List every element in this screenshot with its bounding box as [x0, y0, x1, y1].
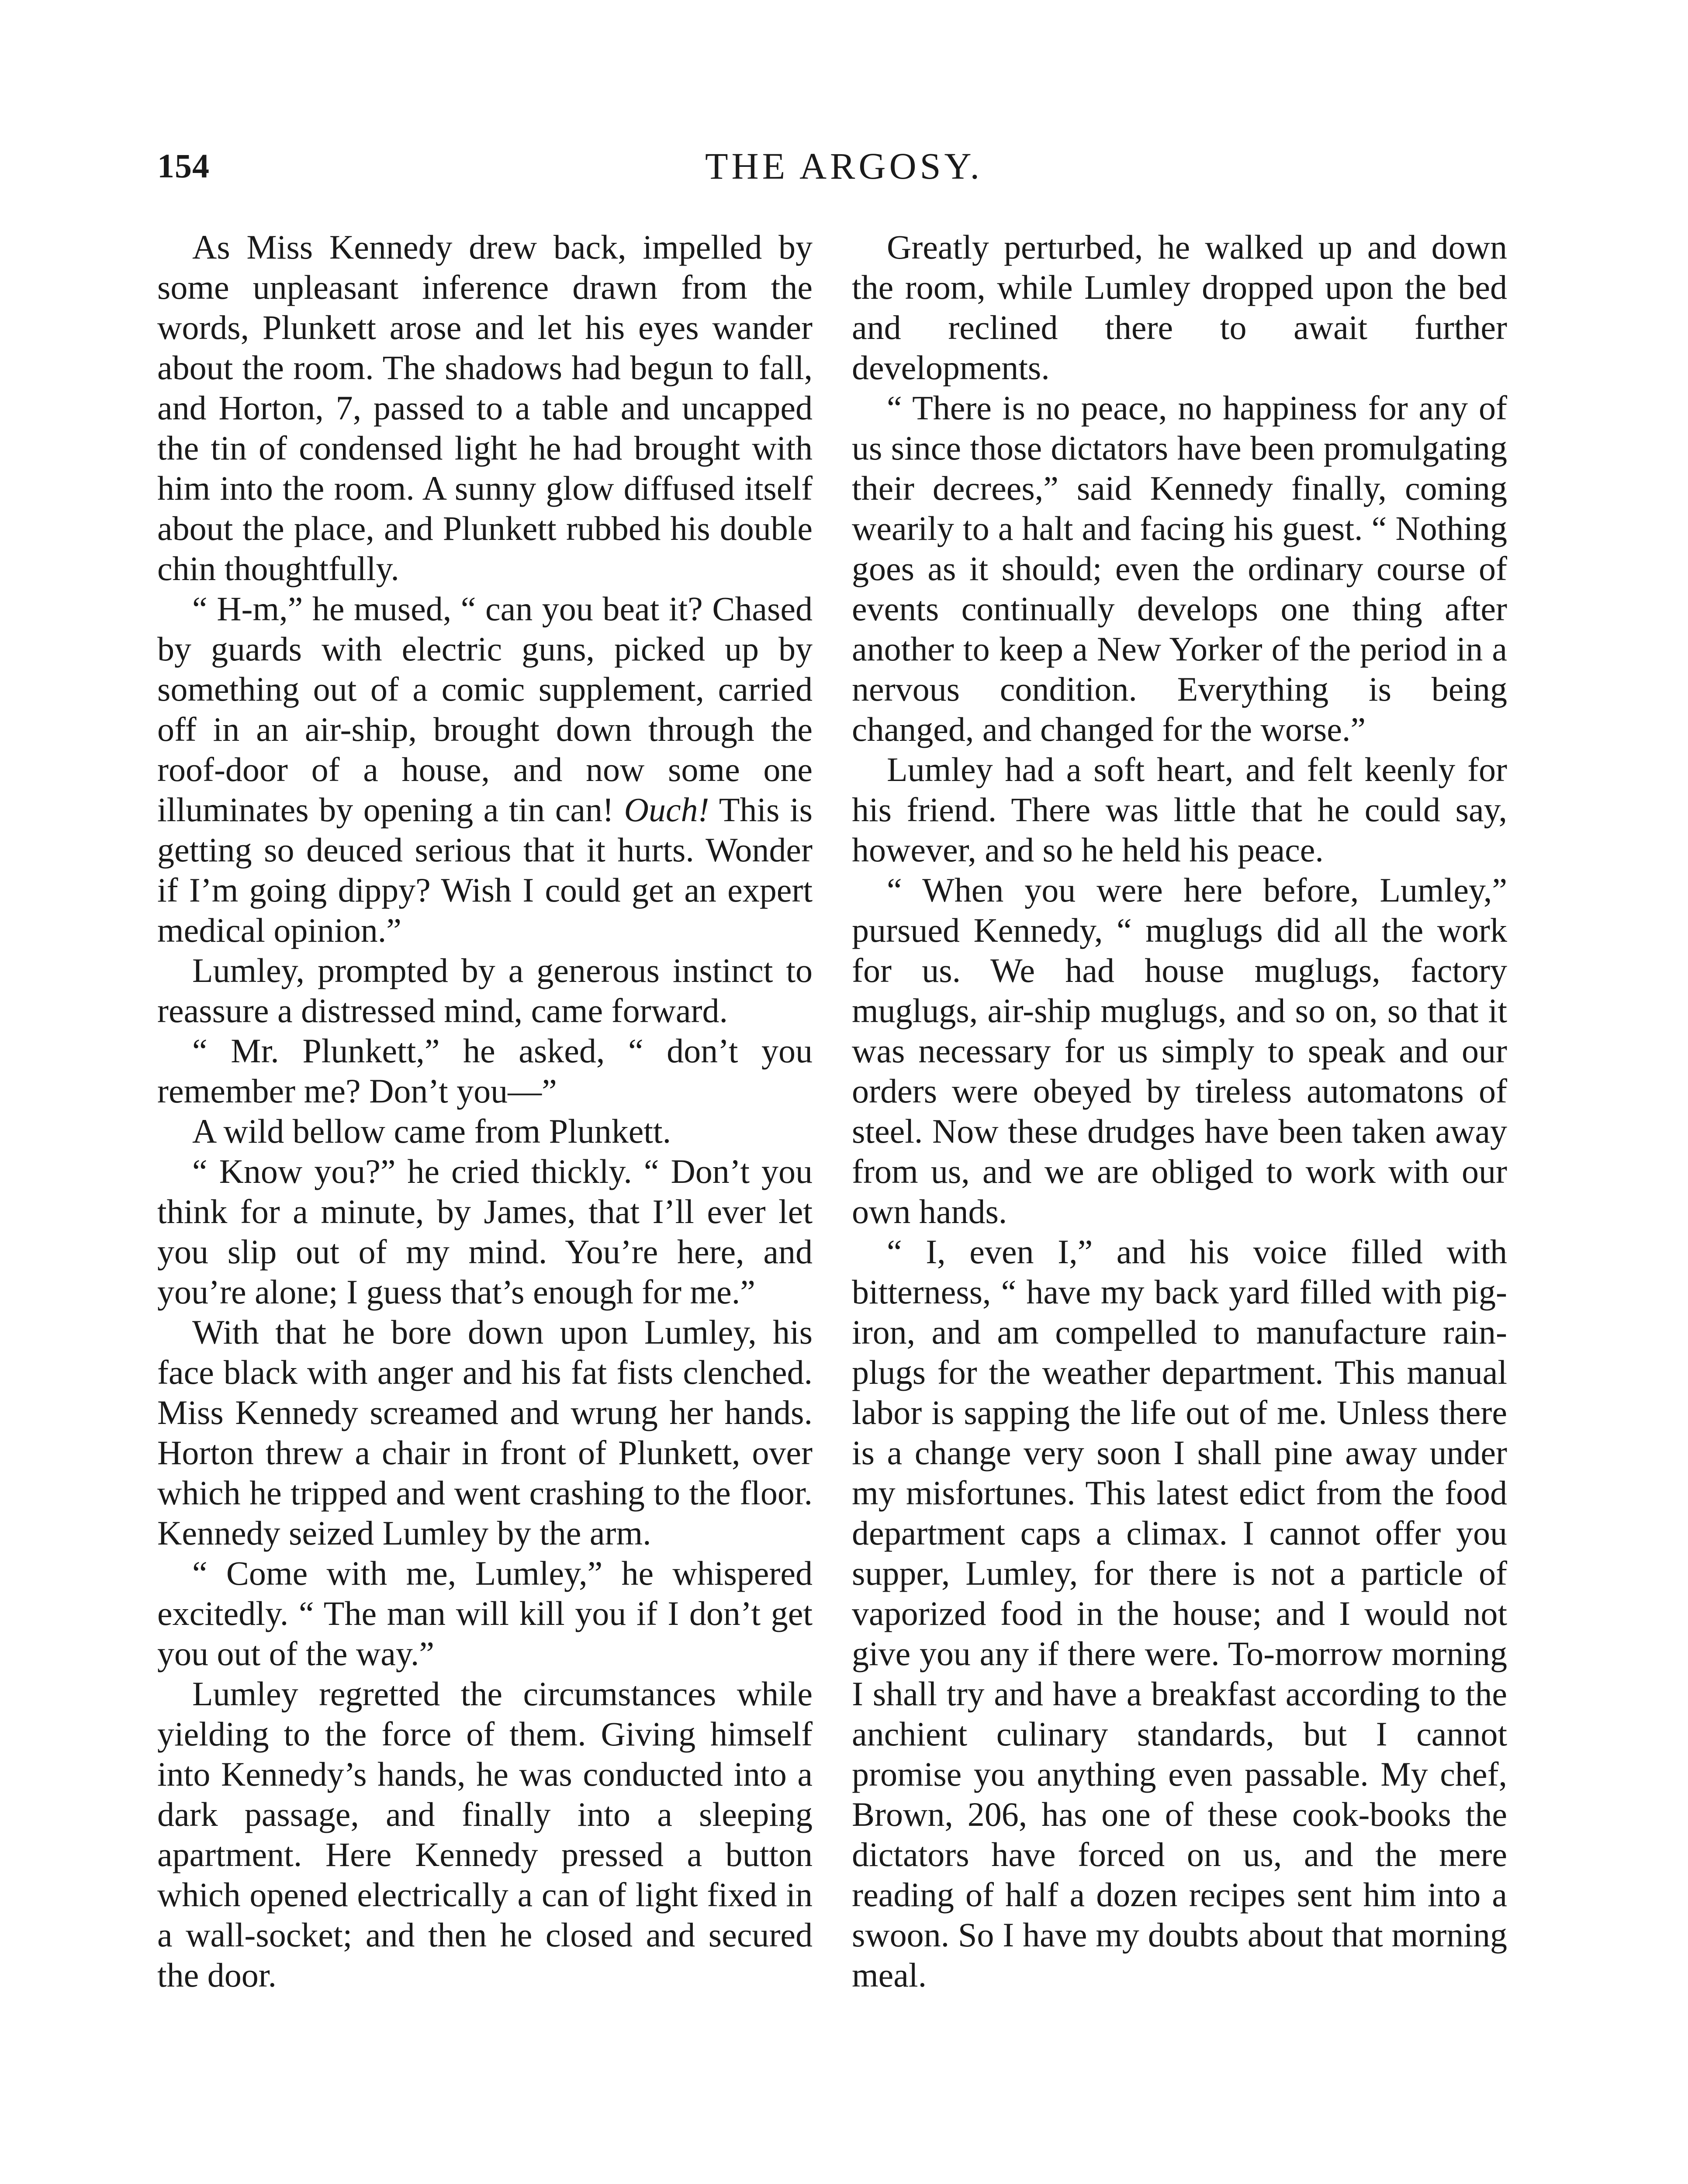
running-title: THE ARGOSY.: [705, 145, 983, 187]
paragraph: Greatly perturbed, he walked up and down the room, while Lumley dropped upon the bed and reclined there to await further developments.: [852, 228, 1507, 387]
paragraph: “ Know you?” he cried thickly. “ Don’t you think for a minute, by James, that I’ll ever let you slip out of my mind. You’re here, and you’re alone; I guess that’s enough for me.”: [157, 1152, 813, 1311]
paragraph: [157, 589, 813, 950]
paragraph: Lumley had a soft heart, and felt keenly for his friend. There was little that he could say, however, and so he held his peace.: [852, 750, 1507, 869]
paragraph: With that he bore down upon Lumley, his face black with anger and his fat fists clenched. Miss Kennedy screamed and wrung her hands. Horton threw a chair in front of Plunkett, over which he tripped and went crashing to the floor. Kennedy seized Lumley by the arm.: [157, 1313, 813, 1552]
right-column: [852, 227, 1507, 1995]
paragraph: A wild bellow came from Plunkett.: [192, 1112, 671, 1150]
paragraph: Lumley, prompted by a generous instinct to reassure a distressed mind, came forward.: [157, 951, 813, 1030]
paragraph: “ When you were here before, Lumley,” pursued Kennedy, “ muglugs did all the work for us. We had house muglugs, factory muglugs, air-ship muglugs, and so on, so that it was necessary for us simply to speak and our orders were obeyed by tireless automatons of steel. Now these drudges have been taken away from us, and we are obliged to work with our own hands.: [852, 871, 1507, 1230]
paragraph: As Miss Kennedy drew back, impelled by some unpleasant inference drawn from the words, Plunkett arose and let his eyes wander about the room. The shadows had begun to fall, and Horton, 7, passed to a table and uncapped the tin of condensed light he had brought with him into the room. A sunny glow diffused itself about the place, and Plunkett rubbed his double chin thoughtfully.: [157, 228, 813, 587]
paragraph: “ Mr. Plunkett,” he asked, “ don’t you remember me? Don’t you—”: [157, 1032, 813, 1110]
paragraph: “ I, even I,” and his voice filled with bitterness, “ have my back yard filled with pig-iron, and am compelled to manufacture rain-plugs for the weather department. This manual labor is sapping the life out of me. Unless there is a change very soon I shall pine away under my misfortunes. This latest edict from the food department caps a climax. I cannot offer you supper, Lumley, for there is not a particle of vaporized food in the house; and I would not give you any if there were. To-morrow morning I shall try and have a breakfast according to the anchient culinary standards, but I cannot promise you anything even passable. My chef, Brown, 206, has one of these cook-books the dictators have forced on us, and the mere reading of half a dozen recipes sent him into a swoon. So I have my doubts about that morning meal.: [852, 1233, 1507, 1994]
paragraph-text: This is getting so deuced serious that it hurts. Wonder if I’m going dippy? Wish I could get an expert medical opinion.”: [157, 791, 813, 949]
paragraph: “ There is no peace, no happiness for any of us since those dictators have been promulgating their decrees,” said Kennedy finally, coming wearily to a halt and facing his guest. “ Nothing goes as it should; even the ordinary course of events continually develops one thing after another to keep a New Yorker of the period in a nervous condition. Everything is being changed, and changed for the worse.”: [852, 389, 1507, 748]
paragraph-text: “ H-m,” he mused, “ can you beat it? Chased by guards with electric guns, picked up by something out of a comic supplement, carried off in an air-ship, brought down through the roof-door of a house, and now some one illuminates by opening a tin can!: [157, 590, 813, 829]
italic-exclamation: Ouch!: [624, 791, 709, 829]
paragraph: “ Come with me, Lumley,” he whispered excitedly. “ The man will kill you if I don’t get you out of the way.”: [157, 1554, 813, 1673]
page-number: 154: [157, 147, 210, 185]
paragraph: Lumley regretted the circumstances while yielding to the force of them. Giving himself into Kennedy’s hands, he was conducted into a dark passage, and finally into a sleeping apartment. Here Kennedy pressed a button which opened electrically a can of light fixed in a wall-socket; and then he closed and secured the door.: [157, 1675, 813, 1994]
left-column: [157, 227, 813, 1995]
